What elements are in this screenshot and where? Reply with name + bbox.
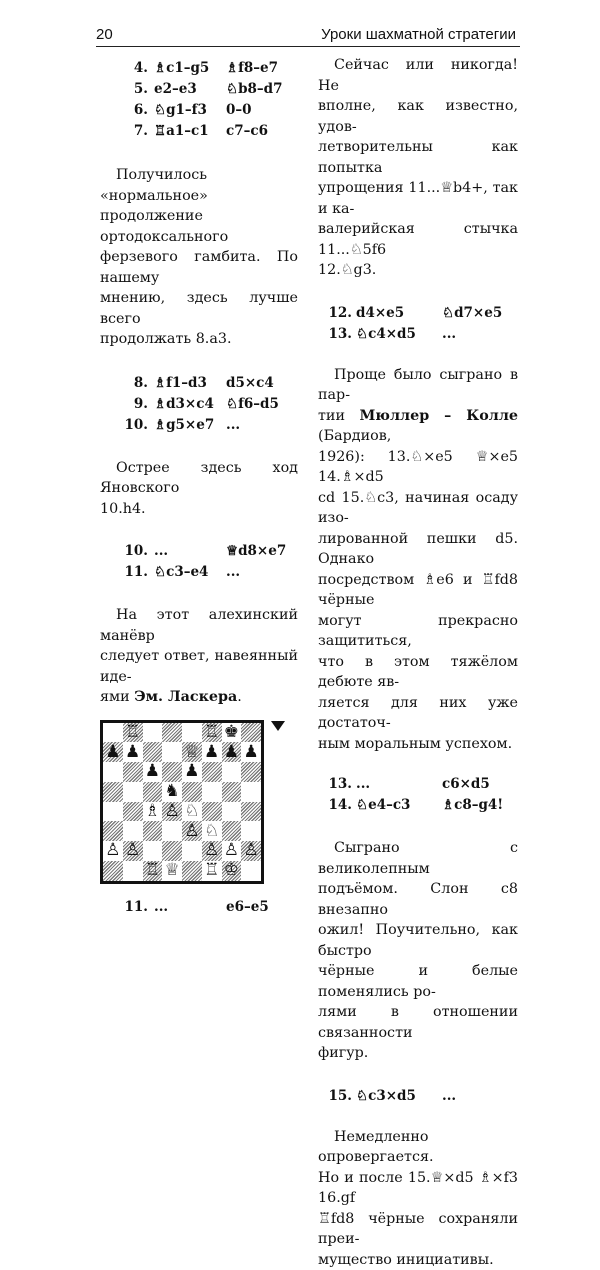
board-square	[123, 782, 143, 802]
commentary-paragraph: Сейчас или никогда! Не вполне, как известно, удов- летворительны как попытка упрощения 11...♕b4+, так и ка- валерийская стычка 11...♘5f6 12.♘g3.	[318, 55, 518, 281]
move-row: 6. ♘g1–f3 0–0	[100, 100, 298, 121]
running-header	[96, 26, 520, 50]
board-square-piece: ♖	[202, 861, 222, 881]
move-row: 5. e2–e3 ♘b8–d7	[100, 79, 298, 100]
page-number: 20	[96, 26, 113, 43]
board-square	[202, 802, 222, 822]
board-square-piece: ♞	[162, 782, 182, 802]
board-square-piece: ♘	[182, 802, 202, 822]
moves-block-r1	[318, 303, 518, 345]
board-square-piece: ♕	[162, 861, 182, 881]
moves-block-2	[100, 373, 298, 436]
board-square	[241, 861, 261, 881]
move-row: 11. ... e6–e5	[100, 897, 298, 918]
commentary-paragraph: Получилось «нормальное» продолжение ортодоксального ферзевого гамбита. По нашему мнению, здесь лучше всего продолжать 8.a3.	[100, 165, 298, 350]
move-row: 4. ♗c1–g5 ♗f8–e7	[100, 58, 298, 79]
move-row: 8. ♗f1–d3 d5×c4	[100, 373, 298, 394]
commentary-paragraph: На этот алехинский манёвр следует ответ, навеянный иде- ями Эм. Ласкера.	[100, 605, 298, 708]
board-square	[222, 782, 242, 802]
board-square-piece: ♙	[222, 841, 242, 861]
board-square-piece: ♙	[123, 841, 143, 861]
board-square	[182, 782, 202, 802]
player-name: Эм. Ласкера	[134, 689, 237, 705]
board-square	[222, 821, 242, 841]
commentary-paragraph: Сыграно с великолепным подъёмом. Слон c8 внезапно ожил! Поучительно, как быстро чёрные и белые поменялись ро- лями в отношении связанности фигур.	[318, 838, 518, 1064]
moves-block-r3	[318, 1086, 518, 1107]
board-square	[123, 861, 143, 881]
commentary-paragraph: Немедленно опровергается. Но и после 15.♕×d5 ♗×f3 16.gf ♖fd8 чёрные сохраняли преи- мущество инициативы.	[318, 1127, 518, 1270]
move-row: 14. ♘e4–c3 ♗c8–g4!	[318, 795, 518, 816]
board-square	[103, 861, 123, 881]
board-square	[103, 821, 123, 841]
board-square	[103, 782, 123, 802]
move-row: 15. ♘c3×d5 ...	[318, 1086, 518, 1107]
board-square	[162, 762, 182, 782]
move-row: 13. ♘c4×d5 ...	[318, 324, 518, 345]
board-square-piece: ♕	[182, 742, 202, 762]
board-square	[123, 802, 143, 822]
board-square-piece: ♟	[222, 742, 242, 762]
move-row: 12. d4×e5 ♘d7×e5	[318, 303, 518, 324]
board-square	[103, 723, 123, 743]
book-title: Уроки шахматной стратегии	[321, 26, 516, 43]
board-square-piece: ♙	[103, 841, 123, 861]
board-square-piece: ♘	[202, 821, 222, 841]
board-square	[162, 723, 182, 743]
commentary-paragraph: Острее здесь ход Яновского 10.h4.	[100, 458, 298, 520]
board-square-piece: ♟	[103, 742, 123, 762]
right-column	[318, 58, 518, 1270]
board-square-piece: ♚	[222, 723, 242, 743]
board-square-piece: ♙	[241, 841, 261, 861]
board-square-piece: ♙	[162, 802, 182, 822]
board-square	[222, 762, 242, 782]
board-square	[241, 821, 261, 841]
board-square-piece: ♙	[182, 821, 202, 841]
board-square	[162, 841, 182, 861]
board-square	[241, 782, 261, 802]
board-square	[103, 802, 123, 822]
board-square	[222, 802, 242, 822]
chess-diagram	[100, 720, 298, 884]
move-row: 13. ... c6×d5	[318, 774, 518, 795]
board-square-piece: ♖	[202, 723, 222, 743]
move-row: 9. ♗d3×c4 ♘f6–d5	[100, 394, 298, 415]
black-to-move-triangle-icon	[271, 721, 285, 731]
board-square	[182, 861, 202, 881]
header-rule	[96, 46, 520, 47]
board-square	[241, 762, 261, 782]
board-square	[182, 723, 202, 743]
board-square	[202, 782, 222, 802]
chess-board	[100, 720, 264, 884]
player-names: Мюллер – Колле	[359, 408, 518, 424]
board-square	[123, 821, 143, 841]
board-square	[143, 782, 163, 802]
moves-block-4	[100, 897, 298, 918]
board-square-piece: ♖	[143, 861, 163, 881]
board-square	[123, 762, 143, 782]
board-square	[143, 723, 163, 743]
board-square	[143, 742, 163, 762]
board-square	[241, 723, 261, 743]
moves-block-1	[100, 58, 298, 142]
board-square-piece: ♔	[222, 861, 242, 881]
move-row: 10. ... ♕d8×e7	[100, 541, 298, 562]
board-square-piece: ♟	[143, 762, 163, 782]
board-square	[202, 762, 222, 782]
board-square	[143, 841, 163, 861]
board-square-piece: ♟	[202, 742, 222, 762]
board-square-piece: ♟	[241, 742, 261, 762]
board-square	[241, 802, 261, 822]
board-square	[143, 821, 163, 841]
left-column	[100, 58, 298, 918]
board-square-piece: ♟	[182, 762, 202, 782]
board-square	[182, 841, 202, 861]
board-square-piece: ♗	[143, 802, 163, 822]
board-square	[103, 762, 123, 782]
board-square	[162, 821, 182, 841]
board-square-piece: ♙	[202, 841, 222, 861]
move-row: 7. ♖a1–c1 c7–c6	[100, 121, 298, 142]
move-row: 11. ♘c3–e4 ...	[100, 562, 298, 583]
moves-block-r2	[318, 774, 518, 816]
board-square-piece: ♟	[123, 742, 143, 762]
moves-block-3	[100, 541, 298, 583]
board-square	[162, 742, 182, 762]
move-row: 10. ♗g5×e7 ...	[100, 415, 298, 436]
commentary-paragraph: Проще было сыграно в пар- тии Мюллер – Колле (Бардиов, 1926): 13.♘×e5 ♕×e5 14.♗×d5 cd 15.♘c3, начиная осаду изо- лированной пешки d5. Однако посредством ♗e6 и ♖fd8 чёрные могут прекрасно защититься, что в этом тяжёлом дебюте яв- ляется для них уже достаточ- ным моральным успехом.	[318, 365, 518, 755]
board-square-piece: ♖	[123, 723, 143, 743]
